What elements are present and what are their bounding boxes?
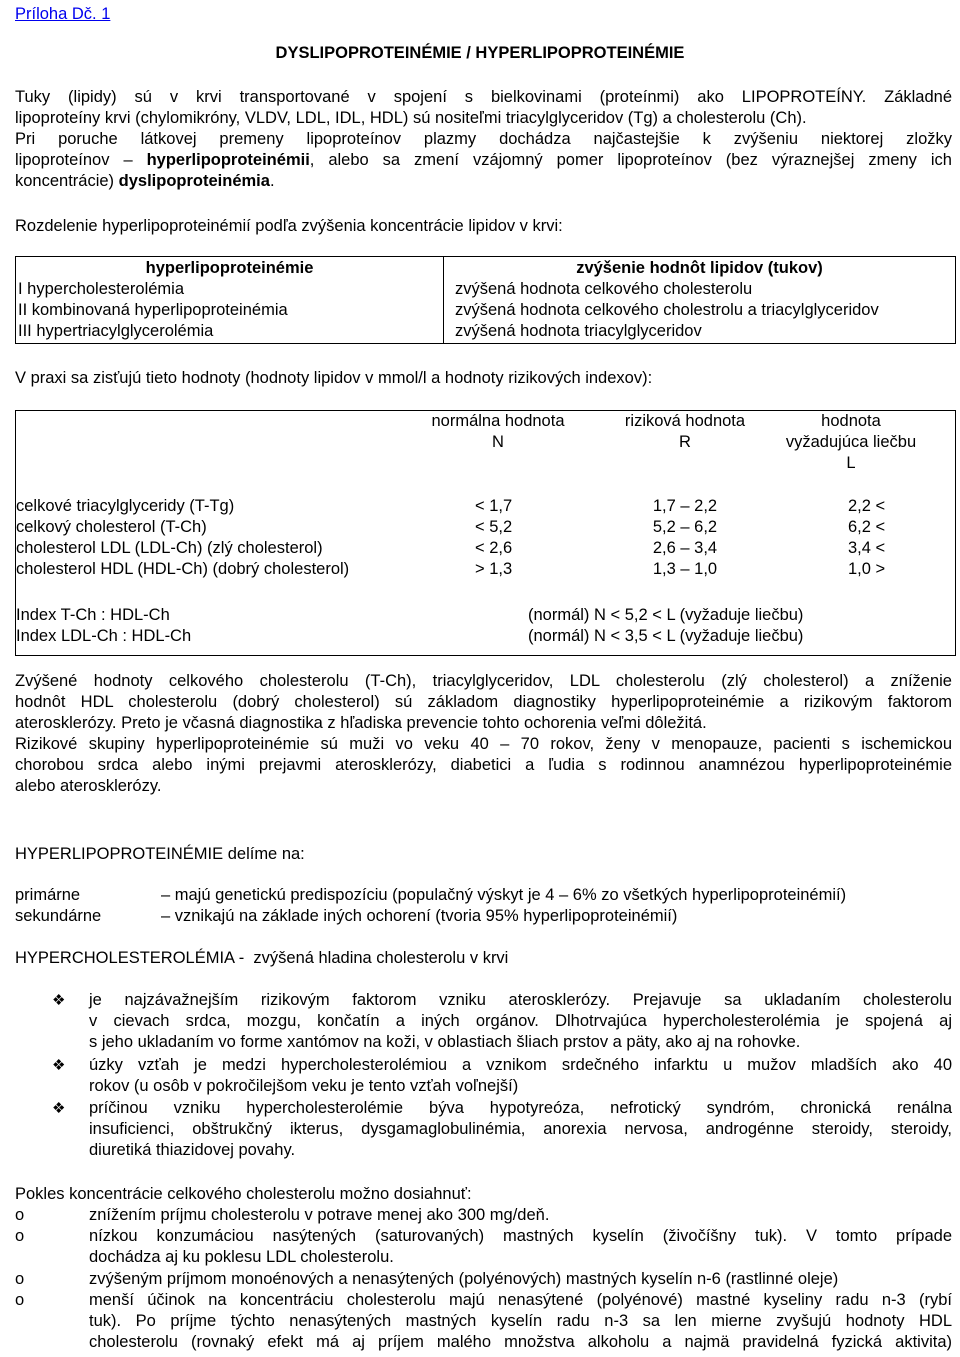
bullet-line: diuretiká thiazidovej povahy. <box>89 1141 296 1159</box>
header-normal <box>408 411 588 453</box>
intro-line <box>15 171 952 192</box>
paragraph-line: alebo aterosklerózy. <box>15 777 162 795</box>
division-table-left <box>15 256 444 344</box>
value-treatment: 2,2 < <box>848 497 886 515</box>
decrease-line: tuk). Po príjme týchto nenasýtených mastných kyselín radu n-3 sa len mierne zvyšujú hodnoty HDL <box>89 1312 952 1330</box>
decrease-line: dochádza aj ku poklesu LDL cholesterolu. <box>89 1248 394 1266</box>
intro-line: lipoproteíny krvi (chylomikróny, VLDV, LDL, IDL, HDL) sú nositeľmi triacylglyceridov (Tg) a cholesterolu (Ch). <box>15 109 807 127</box>
bullet-line: úzky vzťah je medzi hypercholesterolémiou a vznikom srdečného infarktu u mužov mladších ako 40 <box>89 1056 952 1074</box>
division-increase: zvýšená hodnota celkového cholesterolu <box>455 280 753 298</box>
value-risk: 1,7 – 2,2 <box>652 497 718 515</box>
values-treatment <box>833 496 913 580</box>
decrease-item <box>89 1205 952 1226</box>
circle-bullet-icon: o <box>15 1227 25 1245</box>
division-type: II kombinovaná hyperlipoproteinémia <box>18 301 288 319</box>
document-title: DYSLIPOPROTEINÉMIE / HYPERLIPOPROTEINÉMIE <box>275 44 685 62</box>
value-normal: < 5,2 <box>475 518 513 536</box>
intro-text: lipoproteínov – <box>15 151 133 169</box>
index-label: Index LDL-Ch : HDL-Ch <box>16 627 192 645</box>
split-term: primárne <box>15 886 81 904</box>
intro-text: . <box>269 172 275 190</box>
division-heading: Rozdelenie hyperlipoproteinémií podľa zvýšenia koncentrácie lipidov v krvi: <box>15 217 563 235</box>
value-treatment: 3,4 < <box>848 539 886 557</box>
header-treatment-label: vyžadujúca liečbu <box>785 433 917 451</box>
decrease-line: nízkou konzumáciou nasýtených (saturovaných) mastných kyselín (živočíšny tuk). V tomto prípade <box>89 1227 952 1245</box>
paragraph-line: aterosklerózy. Preto je včasná diagnostika z hľadiska prevencie tohto ochorenia veľmi dôležitá. <box>15 714 707 732</box>
split-desc: – vznikajú na základe iných ochorení (tvoria 95% hyperlipoproteinémií) <box>161 907 678 925</box>
bullet-item <box>89 990 952 1053</box>
split-heading: HYPERLIPOPROTEINÉMIE delíme na: <box>15 845 305 863</box>
annex-link[interactable]: Príloha Dč. 1 <box>15 5 111 23</box>
index-labels <box>16 605 416 647</box>
bullet-line: príčinou vzniku hypercholesterolémie býva hypotyreóza, nefrotický syndróm, chronická renálna <box>89 1099 952 1117</box>
intro-paragraph <box>15 87 952 192</box>
diamond-bullet-icon: ❖ <box>52 1057 66 1074</box>
value-normal: > 1,3 <box>475 560 513 578</box>
header-risk-label: riziková hodnota <box>624 412 746 430</box>
decrease-item <box>89 1226 952 1268</box>
bullet-item <box>89 1098 952 1161</box>
circle-bullet-icon: o <box>15 1270 25 1288</box>
value-treatment: 1,0 > <box>848 560 886 578</box>
decrease-line: cholesterolu (rovnaký efekt má aj príjem malého množstva alkoholu a najmä pravidelná fyzická aktivita) <box>89 1333 952 1351</box>
bullet-line: v cievach srdca, mozgu, končatín a iných orgánov. Dlhotrvajúca hypercholesterolémia je spojená aj <box>89 1012 952 1030</box>
paragraph-line: Zvýšené hodnoty celkového cholesterolu (T-Ch), triacylglyceridov, LDL cholesterolu (zlý cholesterol) a zníženie <box>15 672 952 690</box>
value-row-label: celkové triacylglyceridy (T-Tg) <box>16 497 235 515</box>
values-normal <box>475 496 555 580</box>
bullet-line: rokov (u osôb v pokročilejšom veku je tento vzťah voľnejší) <box>89 1077 519 1095</box>
value-treatment: 6,2 < <box>848 518 886 536</box>
decrease-line: zvýšeným príjmom monoénových a nenasýtených (polyénových) mastných kyselín n-6 (rastlinné oleje) <box>89 1270 839 1288</box>
division-left-header: hyperlipoproteinémie <box>145 259 314 277</box>
practice-heading: V praxi sa zisťujú tieto hodnoty (hodnoty lipidov v mmol/l a hodnoty rizikových indexov): <box>15 369 653 387</box>
bullet-line: s jeho ukladaním vo forme xantómov na koži, v oblastiach šliach prstov a päty, ako aj na rohovke. <box>89 1033 801 1051</box>
value-row-label: cholesterol HDL (HDL-Ch) (dobrý cholesterol) <box>16 560 350 578</box>
diamond-bullet-icon: ❖ <box>52 1100 66 1117</box>
hypercholesterolemia-heading: HYPERCHOLESTEROLÉMIA - zvýšená hladina cholesterolu v krvi <box>15 949 509 967</box>
intro-text: , alebo sa zmení vzájomný pomer lipoproteínov (bez výraznejšej zmeny ich <box>309 151 952 169</box>
paragraph-line: Rizikové skupiny hyperlipoproteinémie sú muži vo veku 40 – 70 rokov, ženy v menopauze, pacienti s ischemickou <box>15 735 952 753</box>
value-risk: 5,2 – 6,2 <box>652 518 718 536</box>
term-hyperlipoproteinemia: hyperlipoproteinémii <box>146 151 310 169</box>
decrease-line: menší účinok na koncentráciu cholesterolu majú nenasýtené (polyénové) mastné kyseliny radu n-3 (rybí <box>89 1291 952 1309</box>
decrease-item <box>89 1290 952 1353</box>
value-risk: 2,6 – 3,4 <box>652 539 718 557</box>
circle-bullet-icon: o <box>15 1291 25 1309</box>
header-treatment <box>766 411 936 474</box>
values-table <box>15 410 956 656</box>
value-risk: 1,3 – 1,0 <box>652 560 718 578</box>
values-labels <box>16 496 416 580</box>
intro-line <box>15 150 952 171</box>
diamond-bullet-icon: ❖ <box>52 992 66 1009</box>
value-normal: < 2,6 <box>475 539 513 557</box>
intro-line: Pri poruche látkovej premeny lipoproteínov plazmy dochádza najčastejšie k zvýšeniu niektorej zložky <box>15 130 952 148</box>
header-normal-code: N <box>492 433 504 451</box>
paragraph-line: chorobou srdca alebo inými prejavmi aterosklerózy, diabetici a ľudia s rodinnou anamnézou hyperlipoproteinémie <box>15 756 952 774</box>
intro-text: koncentrácie) <box>15 172 115 190</box>
header-treatment-code: L <box>846 454 856 472</box>
division-increase: zvýšená hodnota triacylglyceridov <box>455 322 702 340</box>
index-values <box>528 605 948 647</box>
index-value: (normál) N < 3,5 < L (vyžaduje liečbu) <box>528 627 804 645</box>
bullet-item <box>89 1055 952 1097</box>
division-type: III hypertriacylglycerolémia <box>18 322 214 340</box>
header-risk-code: R <box>679 433 691 451</box>
bullet-line: insuficienci, obštrukčný ikterus, dysgamaglobulinémia, anorexia nervosa, androgénne steroidy, steroidy, <box>89 1120 952 1138</box>
diagnostics-paragraph <box>15 671 952 797</box>
index-value: (normál) N < 5,2 < L (vyžaduje liečbu) <box>528 606 804 624</box>
division-type: I hypercholesterolémia <box>18 280 184 298</box>
bullet-line: je najzávažnejším rizikovým faktorom vzniku aterosklerózy. Prejavuje sa ukladaním cholesterolu <box>89 991 952 1009</box>
term-dyslipoproteinemia: dyslipoproteinémia <box>118 172 270 190</box>
index-label: Index T-Ch : HDL-Ch <box>16 606 170 624</box>
decrease-heading: Pokles koncentrácie celkového cholesterolu možno dosiahnuť: <box>15 1185 472 1203</box>
decrease-line: znížením príjmu cholesterolu v potrave menej ako 300 mg/deň. <box>89 1206 550 1224</box>
split-term: sekundárne <box>15 907 102 925</box>
header-normal-label: normálna hodnota <box>431 412 565 430</box>
circle-bullet-icon: o <box>15 1206 25 1224</box>
division-right-header: zvýšenie hodnôt lipidov (tukov) <box>576 259 823 277</box>
header-risk <box>600 411 770 453</box>
intro-line: Tuky (lipidy) sú v krvi transportované v spojení s bielkovinami (proteínmi) ako LIPOPROTEÍNY. Základné <box>15 88 952 106</box>
value-normal: < 1,7 <box>475 497 513 515</box>
division-table-right <box>443 256 956 344</box>
value-row-label: celkový cholesterol (T-Ch) <box>16 518 207 536</box>
division-increase: zvýšená hodnota celkového cholestrolu a triacylglyceridov <box>455 301 879 319</box>
header-treatment-label: hodnota <box>821 412 881 430</box>
split-desc: – majú genetickú predispozíciu (populačný výskyt je 4 – 6% zo všetkých hyperlipoproteinémií) <box>161 886 847 904</box>
value-row-label: cholesterol LDL (LDL-Ch) (zlý cholesterol) <box>16 539 323 557</box>
values-risk <box>625 496 745 580</box>
decrease-item <box>89 1269 952 1290</box>
paragraph-line: hodnôt HDL cholesterolu (dobrý cholesterol) sú základom diagnostiky hyperlipoproteinémie a rizikovým faktorom <box>15 693 952 711</box>
